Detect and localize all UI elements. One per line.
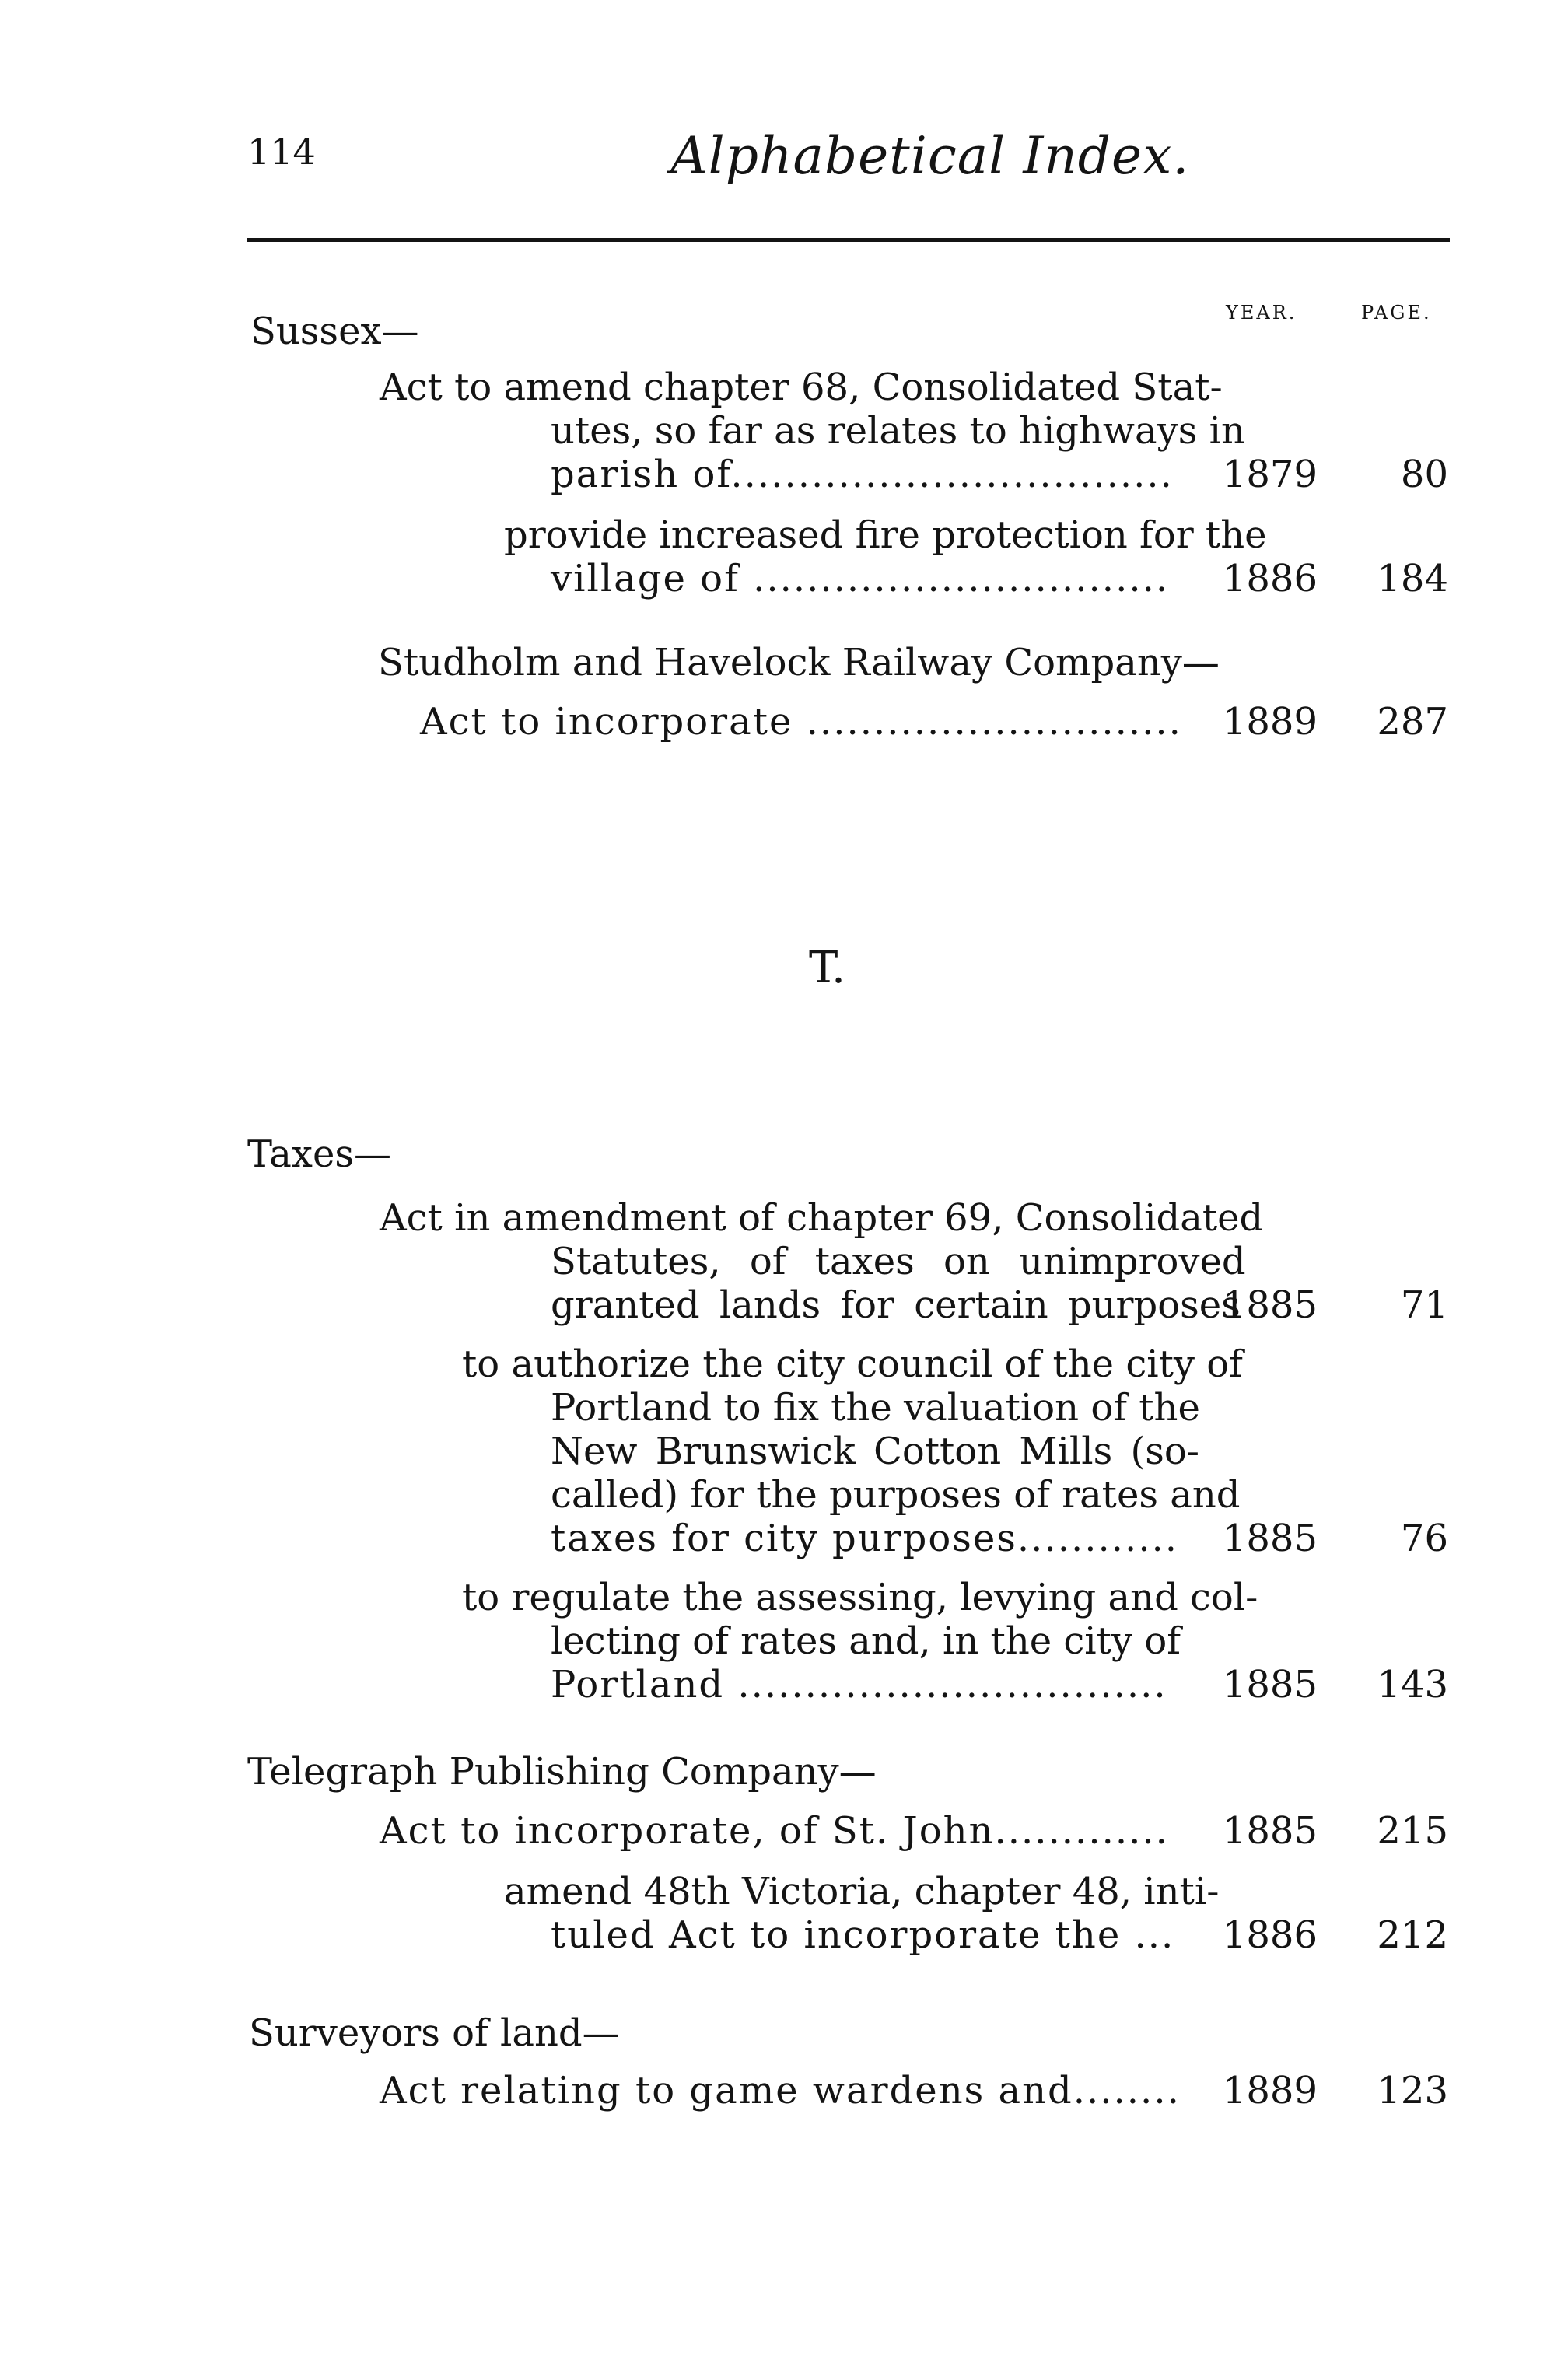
entry-line: to authorize the city council of the city of — [462, 1342, 1243, 1386]
entry-line: Act to incorporate, of St. John............. — [380, 1809, 1169, 1853]
entry-year: 1885 — [1222, 1283, 1318, 1327]
entry-line: Act to incorporate ............................ — [420, 700, 1182, 744]
entry-line: Statutes, of taxes on unimproved — [551, 1240, 1246, 1283]
page-number: 114 — [247, 131, 316, 173]
entry-line: provide increased fire protection for the — [504, 513, 1267, 557]
column-header-year: YEAR. — [1226, 302, 1297, 324]
section-heading-sussex: Sussex— — [250, 310, 419, 353]
entry-year: 1886 — [1222, 1913, 1318, 1957]
entry-line: Portland ................................ — [551, 1663, 1167, 1706]
section-letter: T. — [809, 943, 845, 993]
entry-page: 287 — [1377, 700, 1448, 744]
entry-year: 1885 — [1222, 1809, 1318, 1853]
section-heading-taxes: Taxes— — [247, 1132, 392, 1176]
header-rule — [247, 238, 1450, 242]
section-heading-studholm: Studholm and Havelock Railway Company— — [378, 641, 1220, 684]
entry-year: 1885 — [1222, 1663, 1318, 1706]
entry-line: Portland to fix the valuation of the — [551, 1386, 1200, 1430]
entry-line: to regulate the assessing, levying and col- — [462, 1576, 1258, 1619]
entry-page: 76 — [1400, 1517, 1448, 1560]
entry-line: Act in amendment of chapter 69, Consolidated — [380, 1196, 1264, 1240]
entry-line: granted lands for certain purposes — [551, 1283, 1241, 1327]
entry-year: 1886 — [1222, 557, 1318, 600]
entry-year: 1889 — [1222, 700, 1318, 744]
entry-page: 143 — [1377, 1663, 1448, 1706]
entry-line: Act relating to game wardens and........ — [380, 2069, 1181, 2112]
running-title: Alphabetical Index. — [670, 126, 1190, 186]
entry-page: 215 — [1377, 1809, 1448, 1853]
entry-line: utes, so far as relates to highways in — [551, 409, 1245, 453]
column-header-page: PAGE. — [1361, 302, 1432, 324]
entry-line: tuled Act to incorporate the ... — [551, 1913, 1175, 1957]
entry-page: 212 — [1377, 1913, 1448, 1957]
entry-page: 80 — [1400, 453, 1448, 496]
section-heading-surveyors: Surveyors of land— — [249, 2011, 620, 2055]
entry-page: 123 — [1377, 2069, 1448, 2112]
section-heading-telegraph: Telegraph Publishing Company— — [247, 1750, 877, 1794]
entry-line: lecting of rates and, in the city of — [551, 1619, 1181, 1663]
entry-year: 1889 — [1222, 2069, 1318, 2112]
entry-line: called) for the purposes of rates and — [551, 1473, 1241, 1517]
entry-line: village of ............................... — [551, 557, 1170, 600]
entry-page: 71 — [1400, 1283, 1448, 1327]
entry-line: taxes for city purposes............ — [551, 1517, 1179, 1560]
entry-page: 184 — [1377, 557, 1448, 600]
entry-line: amend 48th Victoria, chapter 48, inti- — [504, 1870, 1220, 1913]
entry-line: New Brunswick Cotton Mills (so- — [551, 1430, 1199, 1473]
entry-line: parish of................................. — [551, 453, 1174, 496]
entry-line: Act to amend chapter 68, Consolidated Stat- — [380, 366, 1223, 409]
entry-year: 1879 — [1222, 453, 1318, 496]
entry-year: 1885 — [1222, 1517, 1318, 1560]
